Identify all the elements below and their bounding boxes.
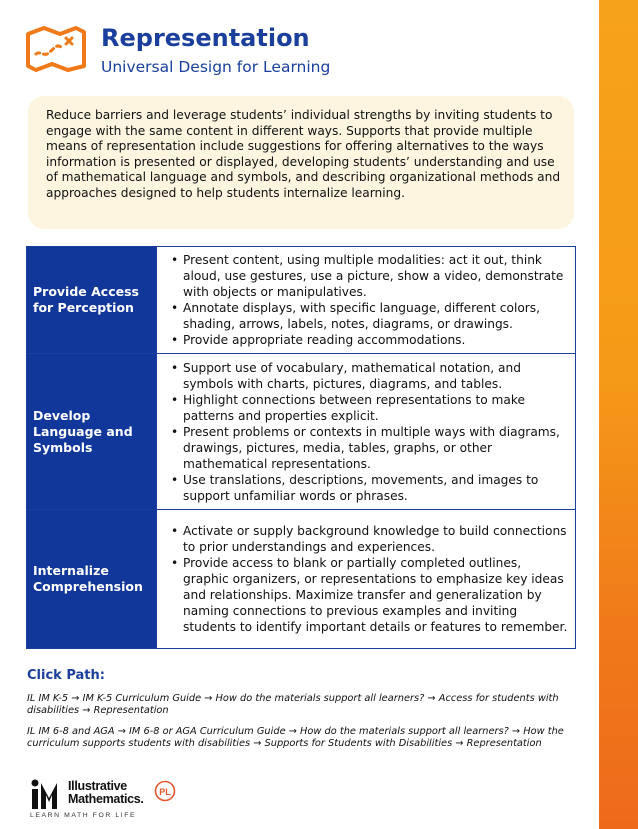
map-icon (24, 24, 88, 72)
illustrative-mathematics-logo (30, 778, 190, 824)
page-title: Representation (101, 24, 310, 52)
support-item: • Annotate displays, with specific language, different colors, shading, arrows, labels, notes, diagrams, or drawings. (183, 300, 569, 332)
supports-cell (157, 247, 576, 354)
support-item: • Present content, using multiple modalities: act it out, think aloud, use gestures, use a picture, show a video, demonstrate with objects or manipulatives. (183, 252, 569, 300)
table-row (27, 247, 576, 354)
click-path-6-8: IL IM 6-8 and AGA → IM 6-8 or AGA Curriculum Guide → How do the materials support all learners? → How the curriculum supports students with disabilities → Supports for Students with Disabilities → Representation (27, 726, 564, 750)
support-item: • Activate or supply background knowledge to build connections to prior understandings and experiences. (183, 523, 569, 555)
im-logo-mark-icon (30, 778, 66, 812)
principle-cell: Develop Language and Symbols (27, 354, 157, 510)
support-item: • Present problems or contexts in multiple ways with diagrams, drawings, pictures, media, tables, graphs, or other mathematical representations. (183, 424, 569, 472)
udl-supports-table (26, 246, 576, 649)
logo-tagline: LEARN MATH FOR LIFE (30, 812, 137, 819)
support-item: • Use translations, descriptions, movements, and images to support unfamiliar words or phrases. (183, 472, 569, 504)
click-path-title: Click Path: (27, 668, 105, 683)
support-item: • Support use of vocabulary, mathematical notation, and symbols with charts, pictures, diagrams, and tables. (183, 360, 569, 392)
table-row (27, 510, 576, 649)
logo-name-line1: Illustrative (68, 779, 127, 793)
intro-paragraph: Reduce barriers and leverage students’ individual strengths by inviting students to engage with the same content in different ways. Supports that provide multiple means of representation include suggestions for offering alternatives to the ways information is presented or displayed, developing students’ understanding and use of mathematical language and symbols, and describing organizational methods and approaches designed to help students internalize learning. (28, 96, 574, 229)
principle-cell: Provide Access for Perception (27, 247, 157, 354)
support-item: • Highlight connections between representations to make patterns and properties explicit. (183, 392, 569, 424)
logo-wordmark (68, 780, 144, 806)
logo-name-line2: Mathematics. (68, 792, 144, 806)
pl-badge-icon (154, 780, 176, 802)
page-subtitle: Universal Design for Learning (101, 58, 331, 76)
supports-cell (157, 354, 576, 510)
support-item: • Provide access to blank or partially completed outlines, graphic organizers, or representations to emphasize key ideas and relationships. Maximize transfer and generalization by naming connections to previous examples and inviting students to identify important details or features to remember. (183, 555, 569, 635)
support-item: • Provide appropriate reading accommodations. (183, 332, 569, 348)
table-row (27, 354, 576, 510)
supports-cell (157, 510, 576, 649)
pl-badge-text: PL (159, 787, 171, 797)
principle-cell: Internalize Comprehension (27, 510, 157, 649)
click-path-k5: IL IM K-5 → IM K-5 Curriculum Guide → How do the materials support all learners? → Access for students with disabilities → Representation (27, 693, 559, 717)
orange-side-bar (599, 0, 638, 829)
